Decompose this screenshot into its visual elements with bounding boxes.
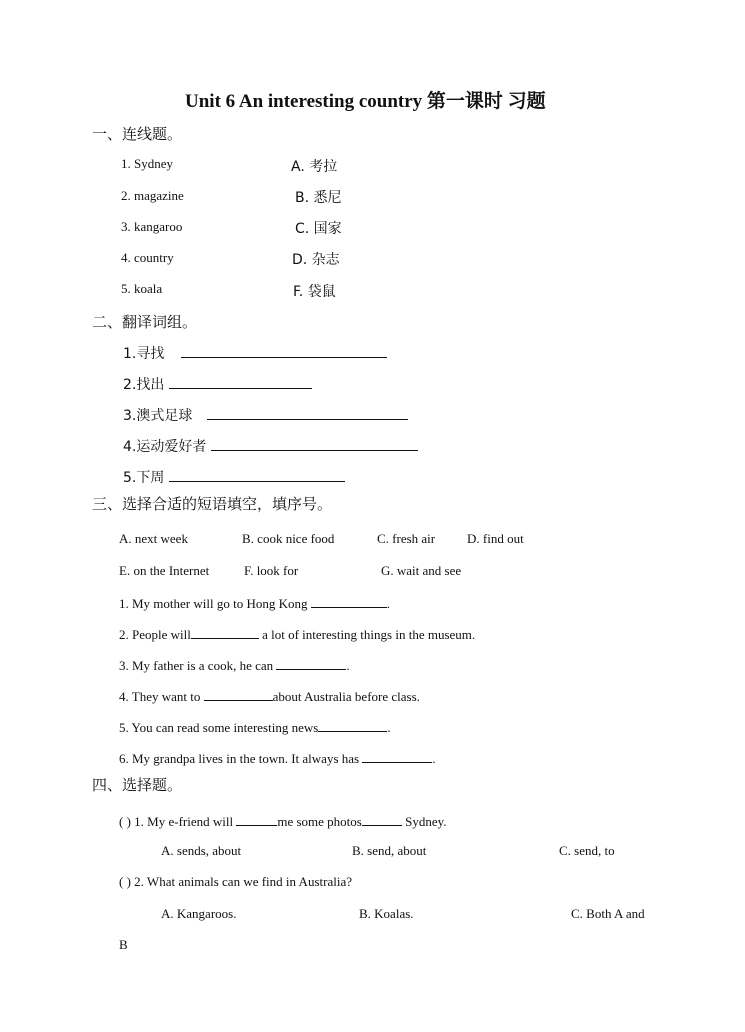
answer-blank[interactable] [318,718,387,732]
answer-paren[interactable]: ( ) [119,814,131,829]
translate-label: 5.下周 [123,470,165,486]
answer-blank[interactable] [169,468,345,482]
match-left-item: 1. Sydney [121,156,173,171]
answer-blank[interactable] [311,594,387,608]
mc-option[interactable]: B. send, about [352,843,427,858]
translate-item [123,374,312,394]
answer-blank[interactable] [211,437,418,451]
match-right-item: C. 国家 [295,221,342,237]
match-left-item: 3. kangaroo [121,219,183,234]
match-left-item: 2. magazine [121,188,184,203]
translate-label: 4.运动爱好者 [123,439,207,455]
answer-blank[interactable] [276,656,346,670]
phrase-option: F. look for [244,563,299,578]
fill-sentence: 4. They want to about Australia before class. [119,689,420,704]
translate-label: 2.找出 [123,377,165,393]
mc-option[interactable]: B. Koalas. [359,906,414,921]
mc-option-wrap: B [119,937,128,952]
answer-paren[interactable]: ( ) [119,874,131,889]
mc-option[interactable]: C. send, to [559,843,615,858]
phrase-option: D. find out [467,531,524,546]
mc-option[interactable]: A. Kangaroos. [161,906,237,921]
answer-blank[interactable] [181,344,387,358]
translate-item [123,343,387,363]
answer-blank[interactable] [207,406,408,420]
answer-blank[interactable] [362,749,432,763]
phrase-option: E. on the Internet [119,563,210,578]
phrase-option: A. next week [119,531,188,546]
answer-blank[interactable] [236,812,277,826]
match-right-item: B. 悉尼 [295,190,342,206]
phrase-option: B. cook nice food [242,531,335,546]
mc-option[interactable]: A. sends, about [161,843,242,858]
fill-sentence: 6. My grandpa lives in the town. It always has . [119,751,436,766]
mc-option[interactable]: C. Both A and [571,906,645,921]
translate-item [123,405,408,425]
mc-question: ( ) 1. My e-friend will me some photos Sydney. [119,814,447,829]
fill-sentence: 5. You can read some interesting news . [119,720,391,735]
translate-label: 3.澳式足球 [123,408,193,424]
translate-item [123,467,345,487]
fill-sentence: 2. People will a lot of interesting things in the museum. [119,627,476,642]
translate-item [123,436,418,456]
section-2-heading: 二、翻译词组。 [92,313,198,331]
answer-blank[interactable] [169,375,312,389]
page-title: Unit 6 An interesting country 第一课时 习题 [185,91,546,112]
match-left-item: 4. country [121,250,174,265]
answer-blank[interactable] [362,812,402,826]
section-4-heading: 四、选择题。 [92,776,183,794]
phrase-option: G. wait and see [381,563,462,578]
match-left-item: 5. koala [121,281,163,296]
match-right-item: A. 考拉 [291,159,338,175]
translate-label: 1.寻找 [123,346,165,362]
answer-blank[interactable] [191,625,259,639]
answer-blank[interactable] [204,687,273,701]
mc-question: ( ) 2. What animals can we find in Australia? [119,874,352,889]
fill-sentence: 3. My father is a cook, he can . [119,658,350,673]
section-1-heading: 一、连线题。 [92,125,183,143]
match-right-item: F. 袋鼠 [293,284,336,300]
section-3-heading: 三、选择合适的短语填空，填序号。 [92,495,333,513]
fill-sentence: 1. My mother will go to Hong Kong . [119,596,390,611]
phrase-option: C. fresh air [377,531,436,546]
match-right-item: D. 杂志 [292,252,340,268]
